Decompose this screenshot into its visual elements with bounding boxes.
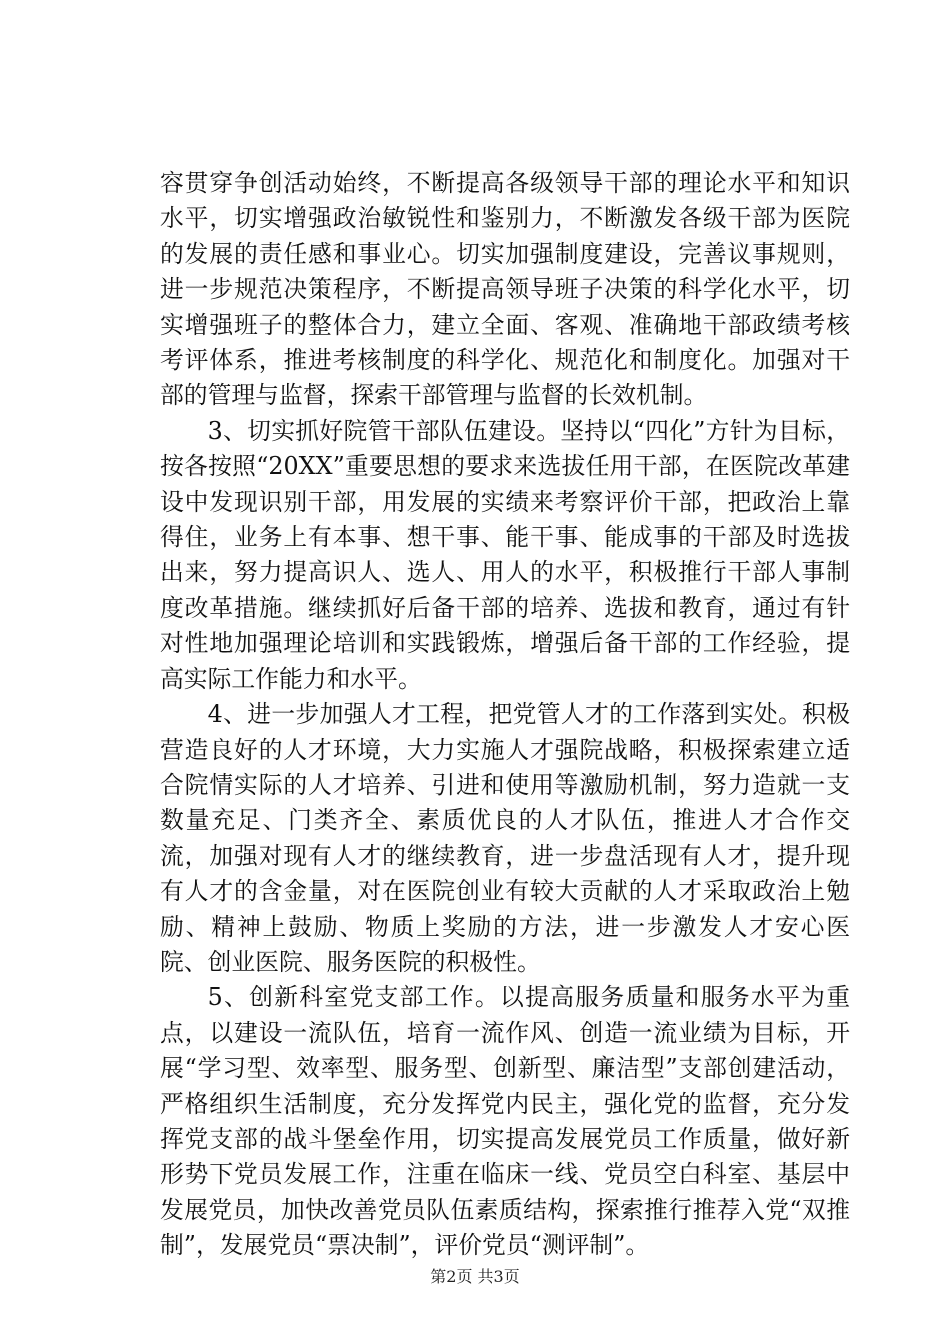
paragraph-2: 3、切实抓好院管干部队伍建设。坚持以“四化”方针为目标，按各按照“20XX”重要思想的要求来选拔任用干部，在医院改革建设中发现识别干部，用发展的实绩来考察评价干部，把政治上靠得住，业务上有本事、想干事、能干事、能成事的干部及时选拔出来，努力提高识人、选人、用人的水平，积极推行干部人事制度改革措施。继续抓好后备干部的培养、选拔和教育，通过有针对性地加强理论培训和实践锻炼，增强后备干部的工作经验，提高实际工作能力和水平。: [160, 416, 850, 693]
page-footer: 第2页 共3页: [430, 1267, 520, 1286]
paragraph-1: 容贯穿争创活动始终，不断提高各级领导干部的理论水平和知识水平，切实增强政治敏锐性和鉴别力，不断激发各级干部为医院的发展的责任感和事业心。切实加强制度建设，完善议事规则，进一步规范决策程序，不断提高领导班子决策的科学化水平，切实增强班子的整体合力，建立全面、客观、准确地干部政绩考核考评体系，推进考核制度的科学化、规范化和制度化。加强对干部的管理与监督，探索干部管理与监督的长效机制。: [160, 169, 850, 410]
paragraph-4: 5、创新科室党支部工作。以提高服务质量和服务水平为重点，以建设一流队伍，培育一流作风、创造一流业绩为目标，开展“学习型、效率型、服务型、创新型、廉洁型”支部创建活动，严格组织生活制度，充分发挥党内民主，强化党的监督，充分发挥党支部的战斗堡垒作用，切实提高发展党员工作质量，做好新形势下党员发展工作，注重在临床一线、党员空白科室、基层中发展党员，加快改善党员队伍素质结构，探索推行推荐入党“双推制”，发展党员“票决制”，评价党员“测评制”。: [160, 983, 850, 1260]
paragraph-3: 4、进一步加强人才工程，把党管人才的工作落到实处。积极营造良好的人才环境，大力实施人才强院战略，积极探索建立适合院情实际的人才培养、引进和使用等激励机制，努力造就一支数量充足、门类齐全、素质优良的人才队伍，推进人才合作交流，加强对现有人才的继续教育，进一步盘活现有人才，提升现有人才的含金量，对在医院创业有较大贡献的人才采取政治上勉励、精神上鼓励、物质上奖励的方法，进一步激发人才安心医院、创业医院、服务医院的积极性。: [160, 700, 850, 976]
document-body: [160, 166, 850, 1264]
